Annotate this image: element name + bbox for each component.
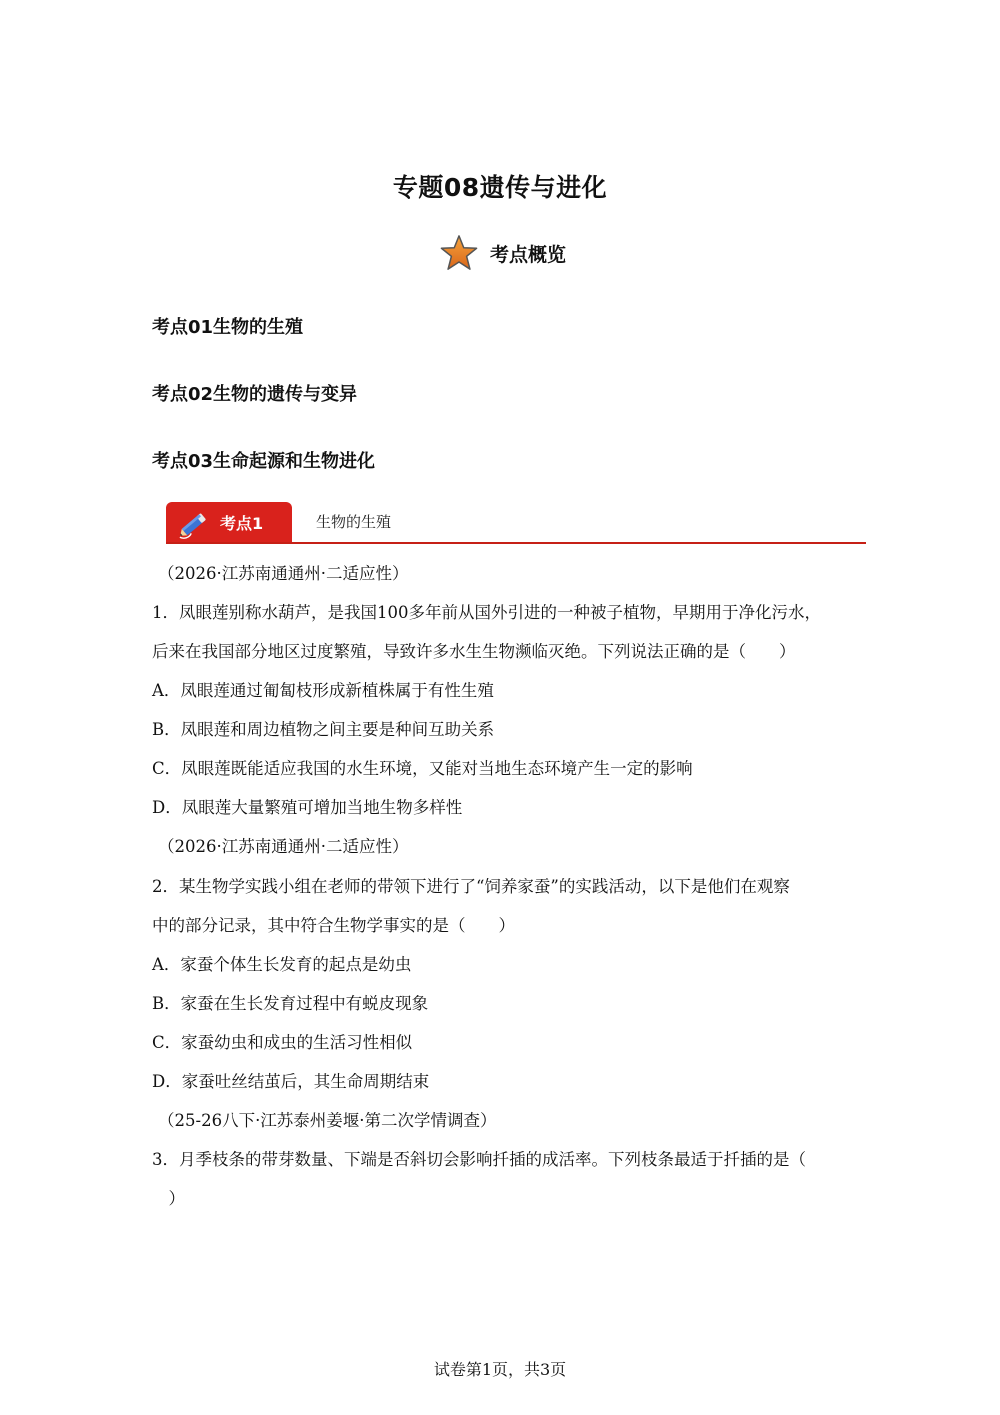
option-c: C．凤眼莲既能适应我国的水生环境，又能对当地生态环境产生一定的影响 bbox=[152, 759, 693, 778]
question-source: （2026·江苏南通通州·二适应性） bbox=[158, 564, 409, 583]
overview-label: 考点概览 bbox=[490, 243, 567, 266]
option-a: A．家蚕个体生长发育的起点是幼虫 bbox=[152, 955, 412, 974]
question-stem: 2．某生物学实践小组在老师的带领下进行了“饲养家蚕”的实践活动，以下是他们在观察 bbox=[152, 877, 790, 896]
option-d: D．家蚕吐丝结茧后，其生命周期结束 bbox=[152, 1072, 430, 1091]
question-stem: 后来在我国部分地区过度繁殖，导致许多水生生物濒临灭绝。下列说法正确的是（ ） bbox=[152, 642, 796, 661]
section-header bbox=[166, 502, 866, 544]
topic-item: 考点02生物的遗传与变异 bbox=[152, 384, 358, 405]
option-a: A．凤眼莲通过匍匐枝形成新植株属于有性生殖 bbox=[152, 681, 494, 700]
question-source: （2026·江苏南通通州·二适应性） bbox=[158, 837, 409, 856]
option-b: B．凤眼莲和周边植物之间主要是种间互助关系 bbox=[152, 720, 495, 739]
page-title: 专题08遗传与进化 bbox=[392, 173, 608, 202]
option-c: C．家蚕幼虫和成虫的生活习性相似 bbox=[152, 1033, 413, 1052]
star-icon bbox=[440, 234, 478, 272]
section-tab-label: 考点1 bbox=[220, 514, 264, 533]
question-stem: 中的部分记录，其中符合生物学事实的是（ ） bbox=[152, 916, 515, 935]
question-stem: 3．月季枝条的带芽数量、下端是否斜切会影响扦插的成活率。下列枝条最适于扦插的是（ bbox=[152, 1150, 806, 1169]
overview-heading bbox=[440, 234, 566, 272]
pencil-icon bbox=[176, 505, 214, 541]
page-footer: 试卷第1页，共3页 bbox=[433, 1360, 567, 1379]
question-source: （25-26八下·江苏泰州姜堰·第二次学情调查） bbox=[158, 1111, 497, 1130]
question-stem: ） bbox=[152, 1189, 185, 1208]
option-d: D．凤眼莲大量繁殖可增加当地生物多样性 bbox=[152, 798, 463, 817]
section-name: 生物的生殖 bbox=[316, 513, 392, 531]
topic-item: 考点03生命起源和生物进化 bbox=[152, 451, 376, 472]
question-stem: 1．凤眼莲别称水葫芦，是我国100多年前从国外引进的一种被子植物，早期用于净化污水， bbox=[152, 603, 821, 622]
topic-item: 考点01生物的生殖 bbox=[152, 317, 304, 338]
section-divider bbox=[166, 542, 866, 544]
option-b: B．家蚕在生长发育过程中有蜕皮现象 bbox=[152, 994, 429, 1013]
